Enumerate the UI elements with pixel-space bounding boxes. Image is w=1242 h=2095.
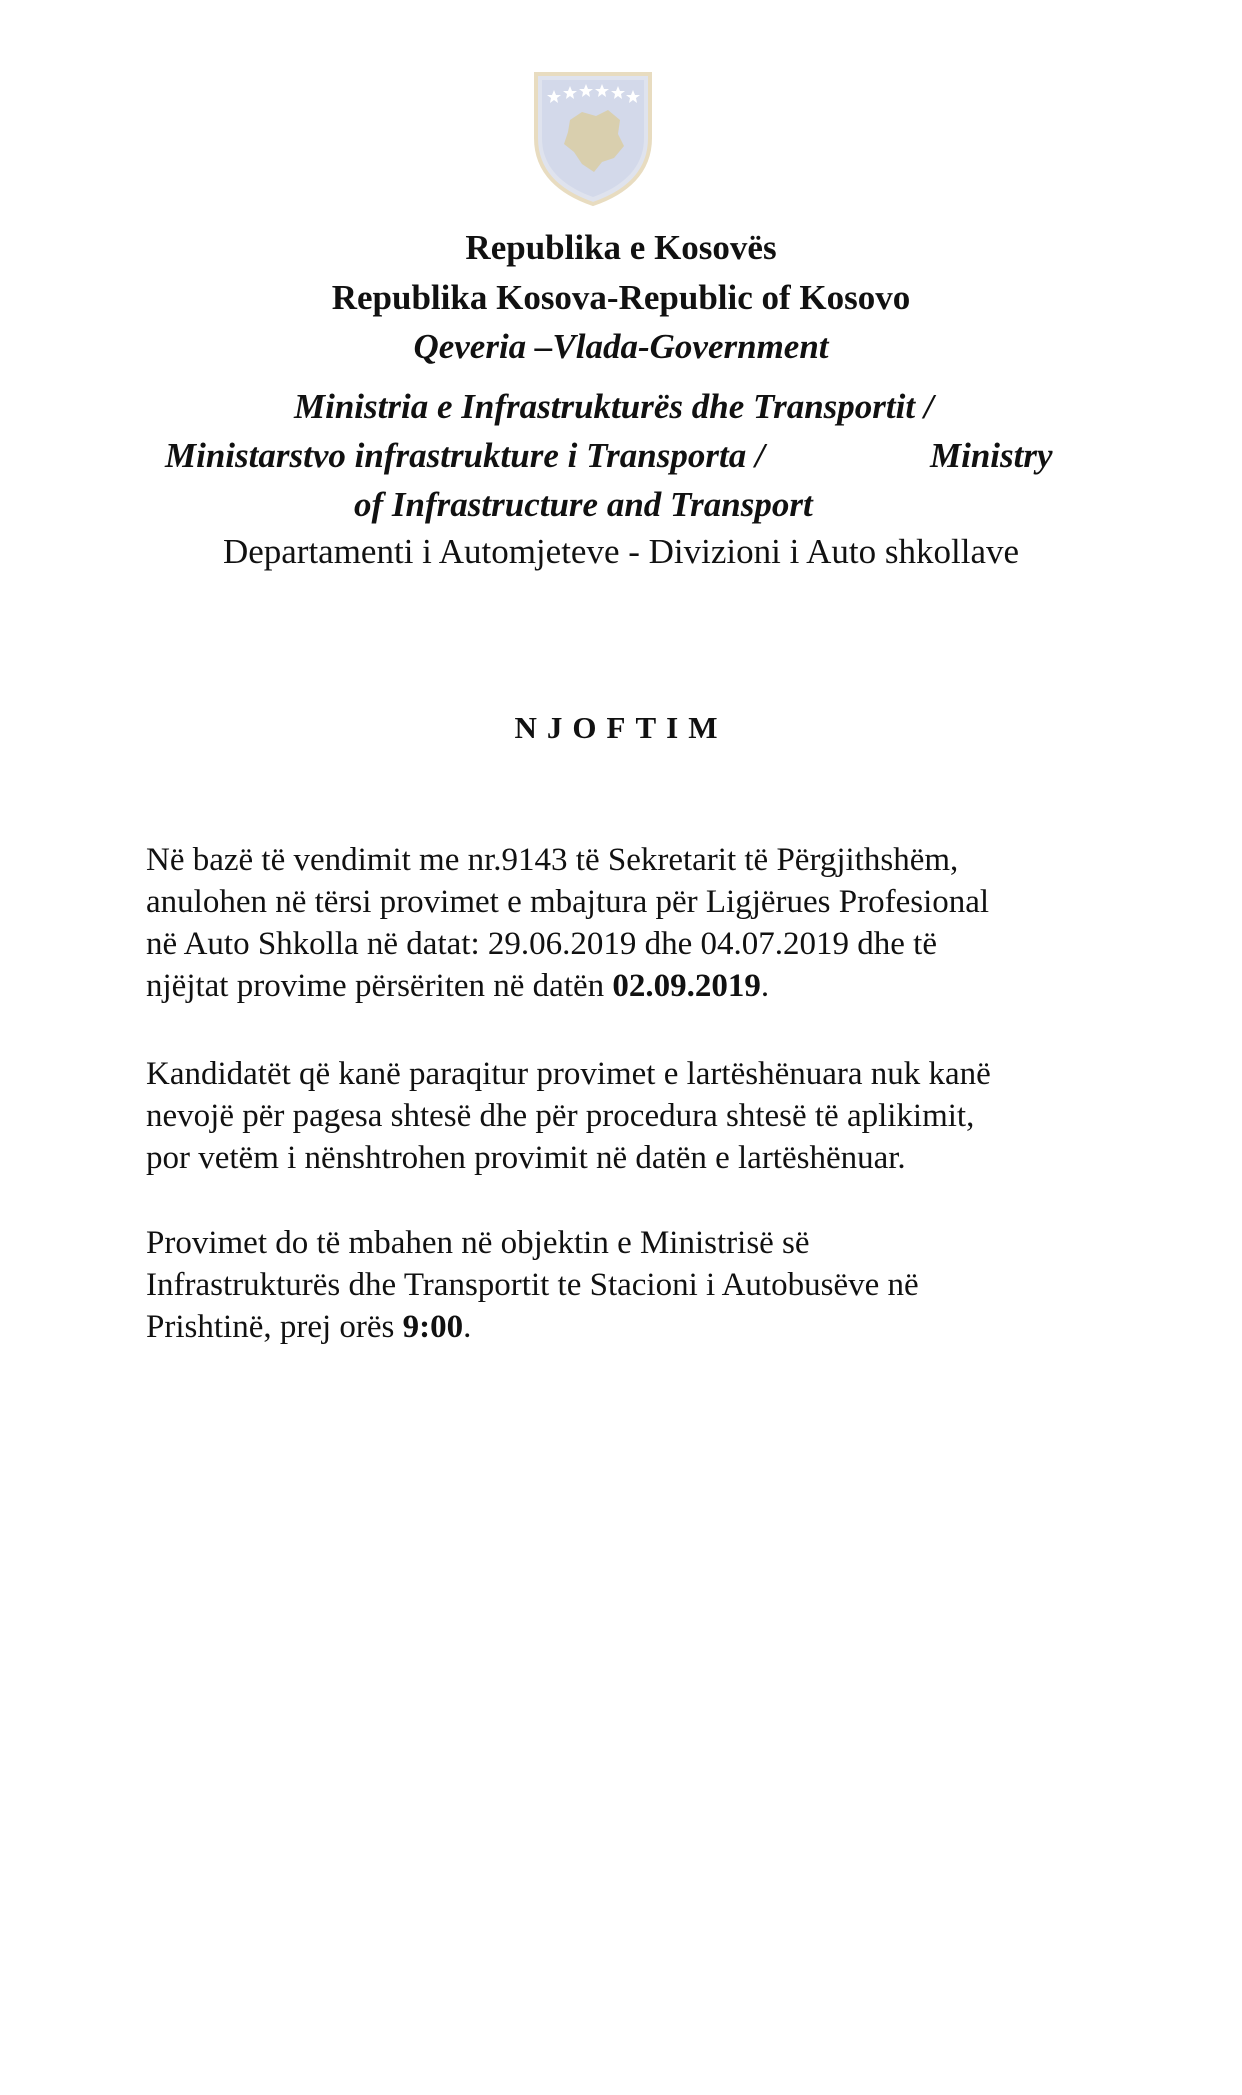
- notice-title: NJOFTIM: [514, 710, 728, 745]
- notice-paragraph-1: [146, 839, 1126, 1007]
- header-ministry-english-start: Ministry: [930, 436, 1053, 475]
- paragraph-line: Provimet do të mbahen në objektin e Ministrisë së: [146, 1225, 810, 1261]
- header-ministry-serbian: Ministarstvo infrastrukture i Transporta /: [165, 436, 765, 475]
- paragraph-line: Në bazë të vendimit me nr.9143 të Sekretarit të Përgjithshëm,: [146, 842, 959, 878]
- paragraph-line: nevojë për pagesa shtesë dhe për procedura shtesë të aplikimit,: [146, 1098, 975, 1134]
- exam-time: 9:00: [402, 1309, 464, 1345]
- paragraph-line: Infrastrukturës dhe Transportit te Stacioni i Autobusëve në: [146, 1267, 919, 1303]
- retake-date: 02.09.2019: [612, 968, 761, 1004]
- header-republic-albanian: Republika e Kosovës: [465, 228, 777, 267]
- header-ministry-english-end: of Infrastructure and Transport: [354, 485, 813, 524]
- paragraph-line-suffix: .: [760, 968, 770, 1004]
- notice-paragraph-2: [146, 1053, 1126, 1179]
- header-republic-serbian-english: Republika Kosova-Republic of Kosovo: [331, 278, 911, 317]
- paragraph-line-prefix: njëjtat provime përsëriten në datën: [146, 968, 613, 1004]
- paragraph-line: por vetëm i nënshtrohen provimit në datën e lartëshënuar.: [146, 1140, 906, 1176]
- header-ministry-albanian: Ministria e Infrastrukturës dhe Transportit /: [294, 387, 934, 426]
- header-department: Departamenti i Automjeteve - Divizioni i Auto shkollave: [222, 532, 1020, 571]
- notice-paragraph-3: [146, 1222, 1126, 1348]
- kosovo-coat-of-arms-icon: [530, 68, 656, 208]
- paragraph-line: anulohen në tërsi provimet e mbajtura për Ligjërues Profesional: [146, 884, 990, 920]
- paragraph-line: në Auto Shkolla në datat: 29.06.2019 dhe 04.07.2019 dhe të: [146, 926, 937, 962]
- paragraph-line: Kandidatët që kanë paraqitur provimet e lartëshënuara nuk kanë: [146, 1056, 991, 1092]
- paragraph-line-suffix: .: [463, 1309, 472, 1345]
- header-government: Qeveria –Vlada-Government: [413, 327, 829, 366]
- paragraph-line-prefix: Prishtinë, prej orës: [146, 1309, 403, 1345]
